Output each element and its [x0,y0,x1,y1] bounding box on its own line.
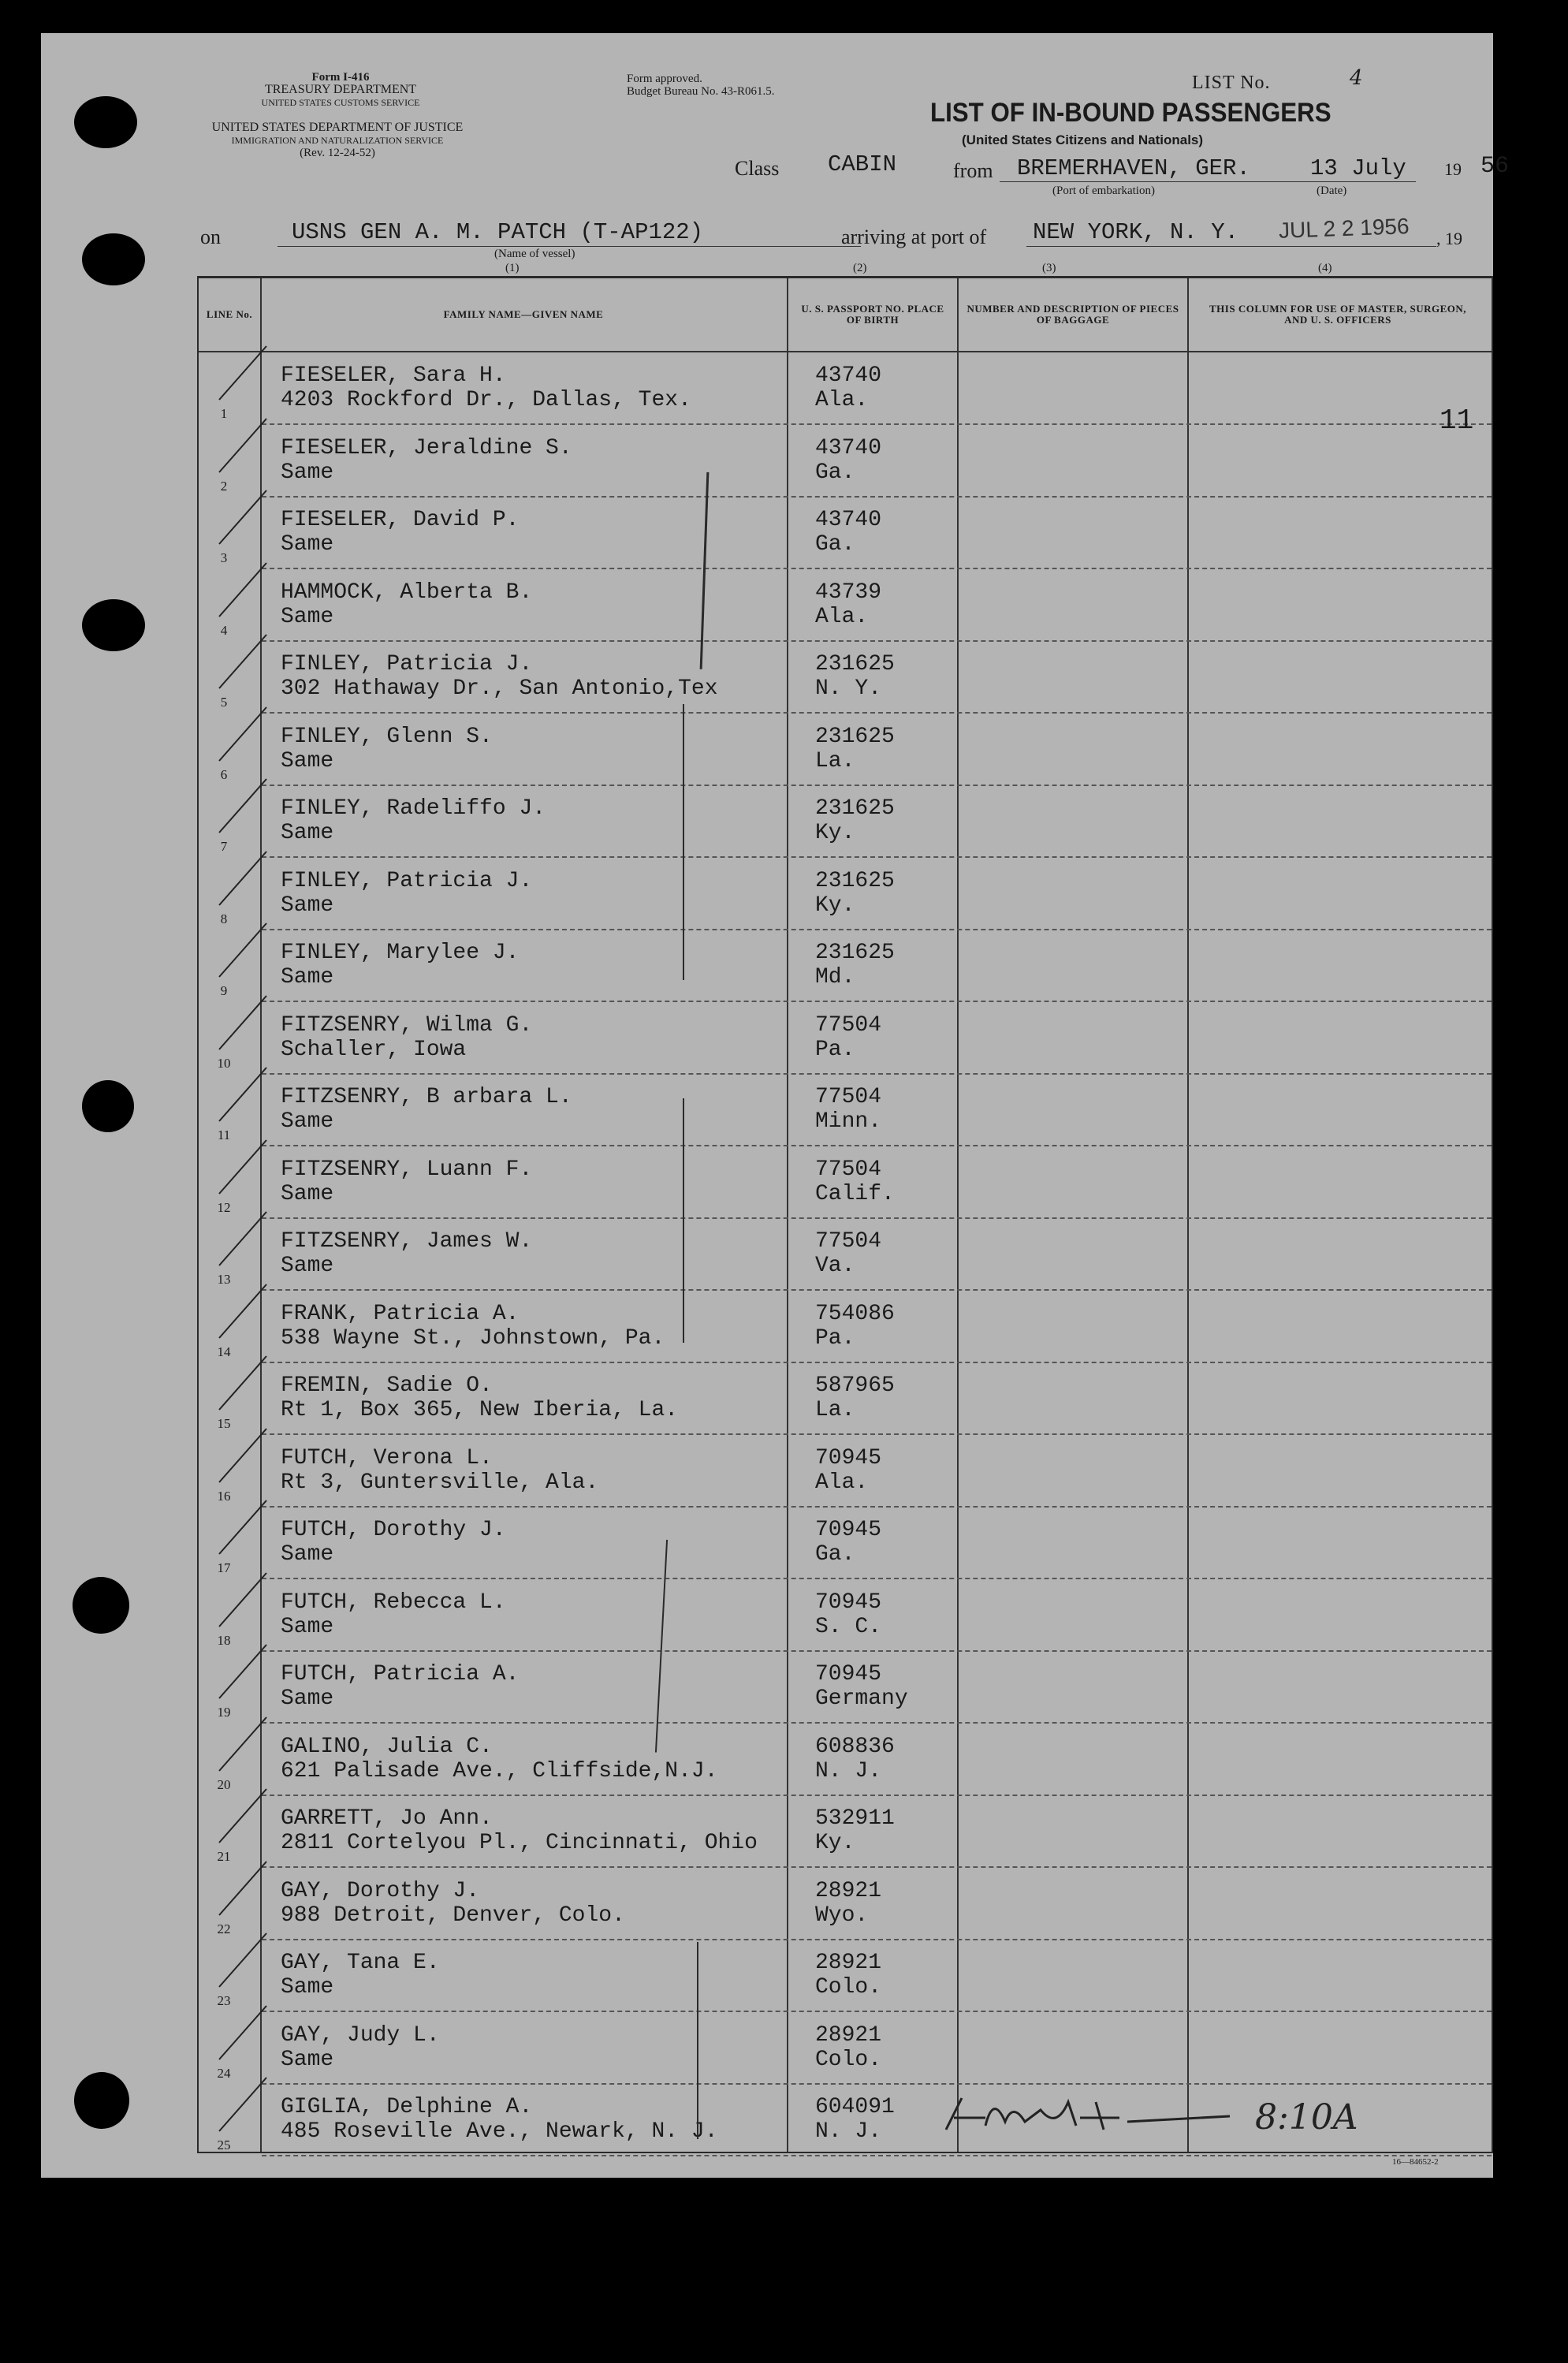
table-row [199,1868,1492,1940]
table-row [199,930,1492,1002]
passport-number: 28921 [815,1878,882,1903]
table-row [199,1651,1492,1724]
passport-block [815,1879,881,1928]
line-number: 9 [220,983,228,998]
passport-number: 608836 [815,1734,895,1759]
check-mark-icon [214,341,270,404]
check-mark-icon [214,414,270,477]
passenger-name: FINLEY, Radeliffo J. [281,796,546,821]
passport-block [815,2023,881,2072]
place-of-birth: Minn. [815,1109,882,1134]
col-header-baggage: NUMBER AND DESCRIPTION OF PIECES OF BAGGAGE [966,303,1179,326]
table-row [199,1291,1492,1363]
place-of-birth: La. [815,1398,855,1422]
check-mark-icon [214,1063,270,1126]
passport-block [815,1373,895,1422]
arrival-date-stamp: JUL 2 2 1956 [1278,214,1410,243]
passport-number: 43740 [815,363,882,388]
passenger-name: FINLEY, Patricia J. [281,868,533,893]
from-label: from [953,159,993,182]
check-mark-icon [214,1207,270,1270]
family-bracket [697,1942,706,2139]
port-embarkation: BREMERHAVEN, GER. [1017,155,1250,181]
time-note: 8:10A [1255,2097,1358,2138]
passenger-name: FUTCH, Rebecca L. [281,1590,506,1615]
budget-bureau: Budget Bureau No. 43-R061.5. [627,85,775,98]
passenger-address: Same [281,821,334,845]
binder-hole [82,233,145,285]
passport-number: 532911 [815,1806,895,1831]
passenger-name-block [281,508,519,557]
col-header-passport: U. S. PASSPORT NO. PLACE OF BIRTH [801,303,944,326]
check-mark-icon [214,630,270,693]
passport-block [815,725,895,773]
passport-block [815,652,895,701]
place-of-birth: Colo. [815,1975,882,2000]
place-of-birth: Ala. [815,1470,869,1495]
passenger-name-block [281,725,493,773]
treasury-block [199,71,482,109]
passenger-name-block [281,1302,665,1351]
passenger-address: Same [281,460,334,485]
arriving-label: arriving at port of [841,225,987,248]
manifest-page [41,33,1510,2178]
passenger-address: Same [281,1254,334,1278]
passport-number: 231625 [815,941,895,965]
passport-number: 77504 [815,1157,882,1182]
passenger-address: Same [281,532,334,557]
passport-block [815,1951,881,2000]
port-embark-caption: (Port of embarkation) [1052,184,1155,197]
passenger-name-block [281,1951,440,2000]
passenger-name: FIESELER, Jeraldine S. [281,435,572,460]
table-row [199,1795,1492,1868]
col-header-officers: THIS COLUMN FOR USE OF MASTER, SURGEON, AND U. S. OFFICERS [1209,303,1466,326]
ins-label: IMMIGRATION AND NATURALIZATION SERVICE [231,135,444,146]
passport-block [815,1518,881,1567]
check-mark-icon [214,1640,270,1703]
check-mark-icon [214,1135,270,1198]
passenger-name-block [281,796,546,845]
list-no-label: LIST No. [1192,73,1271,93]
passenger-name-block [281,652,718,701]
passport-block [815,1013,881,1062]
passenger-name-block [281,869,532,918]
passport-number: 70945 [815,1518,882,1542]
passport-number: 43739 [815,580,882,605]
passenger-name: FUTCH, Verona L. [281,1445,493,1470]
place-of-birth: Wyo. [815,1903,869,1928]
passenger-table [197,276,1493,2153]
check-mark-icon [214,1713,270,1776]
passport-block [815,580,881,629]
check-mark-icon [214,1496,270,1559]
col-num-3: (3) [1042,262,1056,274]
line-number: 2 [220,478,228,494]
passenger-name: GAY, Tana E. [281,1951,440,1975]
passenger-name: FITZSENRY, Luann F. [281,1157,533,1182]
passenger-address: 538 Wayne St., Johnstown, Pa. [281,1325,665,1351]
class-label: Class [735,157,780,180]
table-row [199,1579,1492,1652]
passenger-name: FUTCH, Dorothy J. [281,1518,506,1542]
passport-number: 231625 [815,868,895,893]
table-row [199,714,1492,786]
place-of-birth: S. C. [815,1614,882,1639]
binder-hole [82,1080,134,1132]
place-of-birth: Pa. [815,1325,855,1351]
check-mark-icon [214,2073,270,2136]
treasury-label: TREASURY DEPARTMENT [264,83,417,96]
footer-code: 16—84652-2 [1392,2157,1439,2167]
table-row [199,425,1492,498]
passenger-address: 988 Detroit, Denver, Colo. [281,1903,625,1928]
arrival-underline [1026,246,1436,247]
family-bracket [683,704,692,980]
passport-block [815,363,881,412]
place-of-birth: Ga. [815,460,855,485]
table-row [199,641,1492,714]
col-num-1: (1) [505,262,520,274]
place-of-birth: Germany [815,1687,908,1711]
line-number: 6 [220,766,228,782]
line-number: 8 [220,911,228,926]
justice-label: UNITED STATES DEPARTMENT OF JUSTICE [211,121,464,134]
year-prefix: 19 [1444,159,1462,179]
line-number: 18 [217,1632,231,1648]
passenger-name: FITZSENRY, B arbara L. [281,1085,572,1109]
passenger-name: FINLEY, Marylee J. [281,941,520,965]
passenger-name: FITZSENRY, Wilma G. [281,1012,533,1038]
passport-number: 77504 [815,1012,882,1038]
passenger-address: Same [281,1542,334,1567]
binder-hole [74,96,137,148]
page-title: LIST OF IN-BOUND PASSENGERS [930,98,1331,128]
on-label: on [200,225,221,248]
place-of-birth: Md. [815,965,855,990]
passenger-name: FIESELER, David P. [281,508,520,532]
passenger-name: FINLEY, Patricia J. [281,652,533,676]
check-mark-icon [214,703,270,766]
passenger-name: GAY, Dorothy J. [281,1878,480,1903]
passport-number: 43740 [815,435,882,460]
passenger-address: Same [281,604,334,629]
check-mark-icon [214,919,270,982]
passport-number: 70945 [815,1662,882,1687]
place-of-birth: Ga. [815,1542,855,1567]
passenger-name-block [281,1229,532,1278]
passenger-address: Same [281,1614,334,1639]
line-number: 19 [217,1705,231,1720]
passenger-address: Same [281,1181,334,1206]
passenger-name-block [281,1590,506,1639]
passport-block [815,1662,908,1711]
place-of-birth: Ky. [815,821,855,845]
passport-block [815,1229,881,1278]
table-row [199,569,1492,642]
passenger-name-block [281,1518,506,1567]
table-row [199,1362,1492,1435]
table-row [199,1435,1492,1508]
passenger-name: GARRETT, Jo Ann. [281,1806,493,1831]
table-row [199,1507,1492,1579]
place-of-birth: Calif. [815,1181,895,1206]
customs-label: UNITED STATES CUSTOMS SERVICE [261,97,420,108]
embark-date: 13 July [1310,155,1406,181]
page-subtitle: (United States Citizens and Nationals) [962,132,1204,147]
check-mark-icon [214,1424,270,1487]
passenger-address: Same [281,748,334,773]
passenger-address: Same [281,1687,334,1711]
passenger-address: Same [281,1109,334,1134]
passenger-address: Rt 1, Box 365, New Iberia, La. [281,1398,679,1422]
passenger-name-block [281,1879,625,1928]
passport-block [815,1446,881,1495]
line-number: 12 [217,1199,231,1215]
passenger-name-block [281,1085,572,1134]
place-of-birth: La. [815,748,855,773]
table-row [199,1940,1492,2012]
passenger-name-block [281,1013,532,1062]
passenger-name: GALINO, Julia C. [281,1734,493,1759]
line-number: 23 [217,1993,231,2008]
table-row [199,352,1492,425]
check-mark-icon [214,1929,270,1992]
passenger-name: FRANK, Patricia A. [281,1301,520,1326]
line-number: 7 [220,839,228,854]
passenger-address: 4203 Rockford Dr., Dallas, Tex. [281,388,691,412]
table-row [199,1146,1492,1219]
date-caption: (Date) [1317,184,1347,197]
passenger-address: 621 Palisade Ave., Cliffside,N.J. [281,1758,718,1783]
table-row [199,1074,1492,1146]
passenger-name-block [281,2023,440,2072]
table-row [199,1002,1492,1075]
line-number: 25 [217,2138,231,2152]
vessel-underline [277,246,861,247]
check-mark-icon [214,558,270,621]
col-num-4: (4) [1318,262,1332,274]
passenger-name-block [281,1446,598,1495]
line-number: 15 [217,1416,231,1431]
check-mark-icon [214,774,270,837]
passenger-name-block [281,436,572,485]
check-mark-icon [214,847,270,910]
passenger-address: 302 Hathaway Dr., San Antonio,Tex [281,676,718,701]
passenger-name-block [281,2095,718,2144]
passport-block [815,2095,895,2144]
col-header-name: FAMILY NAME—GIVEN NAME [443,308,604,320]
passenger-address: Same [281,893,334,918]
passport-number: 754086 [815,1301,895,1326]
port-underline [1000,181,1416,182]
passenger-name: HAMMOCK, Alberta B. [281,580,533,605]
passport-block [815,436,881,485]
passenger-name: FITZSENRY, James W. [281,1229,533,1254]
passenger-name-block [281,1157,532,1206]
passport-number: 43740 [815,508,882,532]
passport-block [815,1302,895,1351]
passenger-name-block [281,1373,678,1422]
passenger-name-block [281,941,519,990]
place-of-birth: Ala. [815,604,869,629]
passenger-address: Same [281,965,334,990]
passenger-address: Same [281,1975,334,2000]
passenger-address: 485 Roseville Ave., Newark, N. J. [281,2119,718,2144]
table-row [199,2012,1492,2085]
line-number: 24 [217,2065,231,2081]
table-row [199,1724,1492,1796]
line-number: 11 [217,1127,231,1142]
passenger-name-block [281,1662,519,1711]
line-number: 14 [217,1344,231,1359]
line-number: 4 [220,622,228,638]
row-rule [262,2155,1492,2156]
line-number: 20 [217,1776,231,1792]
place-of-birth: Va. [815,1254,855,1278]
passport-block [815,508,881,557]
place-of-birth: Colo. [815,2047,882,2072]
line-number: 22 [217,1921,231,1936]
place-of-birth: N. J. [815,1758,882,1783]
place-of-birth: Pa. [815,1037,855,1062]
form-number: Form I-416 [311,71,370,84]
passport-block [815,941,895,990]
passenger-name-block [281,1806,758,1855]
place-of-birth: N. Y. [815,676,882,701]
check-mark-icon [214,1784,270,1847]
binder-hole [74,2072,129,2129]
passenger-name: FREMIN, Sadie O. [281,1373,493,1398]
binder-hole [82,599,145,651]
line-number: 17 [217,1560,231,1575]
approval-block [627,73,774,98]
inspector-signature [938,2086,1238,2141]
passenger-name: GIGLIA, Delphine A. [281,2095,533,2119]
passenger-name: GAY, Judy L. [281,2022,440,2048]
binder-hole [73,1577,129,1634]
check-mark-icon [214,1857,270,1920]
col-num-2: (2) [853,262,867,274]
check-mark-icon [214,2001,270,2064]
passport-number: 77504 [815,1085,882,1109]
passport-block [815,1085,881,1134]
passport-number: 604091 [815,2095,895,2119]
passport-block [815,869,895,918]
passport-number: 231625 [815,796,895,821]
passenger-name: FIESELER, Sara H. [281,363,506,388]
place-of-birth: Ga. [815,532,855,557]
place-of-birth: N. J. [815,2119,882,2144]
passport-number: 77504 [815,1229,882,1254]
list-no-value: 4 [1350,66,1363,90]
check-mark-icon [214,486,270,549]
passenger-name-block [281,580,532,629]
justice-block [196,121,479,159]
passport-number: 231625 [815,652,895,676]
line-number: 13 [217,1272,231,1287]
passport-block [815,1590,881,1639]
passport-block [815,1157,895,1206]
passport-number: 70945 [815,1590,882,1615]
line-number: 1 [220,406,228,421]
line-number: 3 [220,550,228,565]
check-mark-icon [214,1351,270,1414]
line-number: 10 [217,1055,231,1071]
vessel-caption: (Name of vessel) [494,248,575,260]
passenger-address: Rt 3, Guntersville, Ala. [281,1470,599,1495]
year-suffix: , 19 [1436,229,1462,248]
passenger-name: FUTCH, Patricia A. [281,1662,520,1687]
col-header-line: LINE No. [206,308,253,320]
line-number: 16 [217,1488,231,1504]
passenger-name: FINLEY, Glenn S. [281,724,493,749]
passport-number: 28921 [815,2022,882,2048]
arrival-port: NEW YORK, N. Y. [1033,219,1239,245]
passenger-address: Same [281,2047,334,2072]
passport-number: 587965 [815,1373,895,1398]
line-number: 5 [220,695,228,710]
family-bracket [683,1098,692,1343]
line-number: 21 [217,1849,231,1864]
passport-number: 231625 [815,724,895,749]
passport-block [815,1806,895,1855]
year-value: 56 [1480,153,1510,180]
check-mark-icon [214,1568,270,1631]
passenger-name-block [281,1735,718,1783]
passport-block [815,796,895,845]
passport-block [815,1735,895,1783]
passenger-name-block [281,363,691,412]
place-of-birth: Ky. [815,893,855,918]
passport-number: 28921 [815,1951,882,1975]
table-row [199,785,1492,858]
table-row [199,497,1492,569]
passenger-address: Schaller, Iowa [281,1037,467,1062]
vessel-name: USNS GEN A. M. PATCH (T-AP122) [292,219,704,245]
check-mark-icon [214,991,270,1054]
check-mark-icon [214,1280,270,1343]
class-value: CABIN [828,151,897,177]
passenger-address: 2811 Cortelyou Pl., Cincinnati, Ohio [281,1831,758,1855]
table-row [199,858,1492,930]
revision-label: (Rev. 12-24-52) [300,147,375,159]
officer-note: 11 [1440,404,1474,437]
passport-number: 70945 [815,1445,882,1470]
table-row [199,1218,1492,1291]
place-of-birth: Ala. [815,388,869,412]
place-of-birth: Ky. [815,1831,855,1855]
form-approved: Form approved. [627,73,702,85]
